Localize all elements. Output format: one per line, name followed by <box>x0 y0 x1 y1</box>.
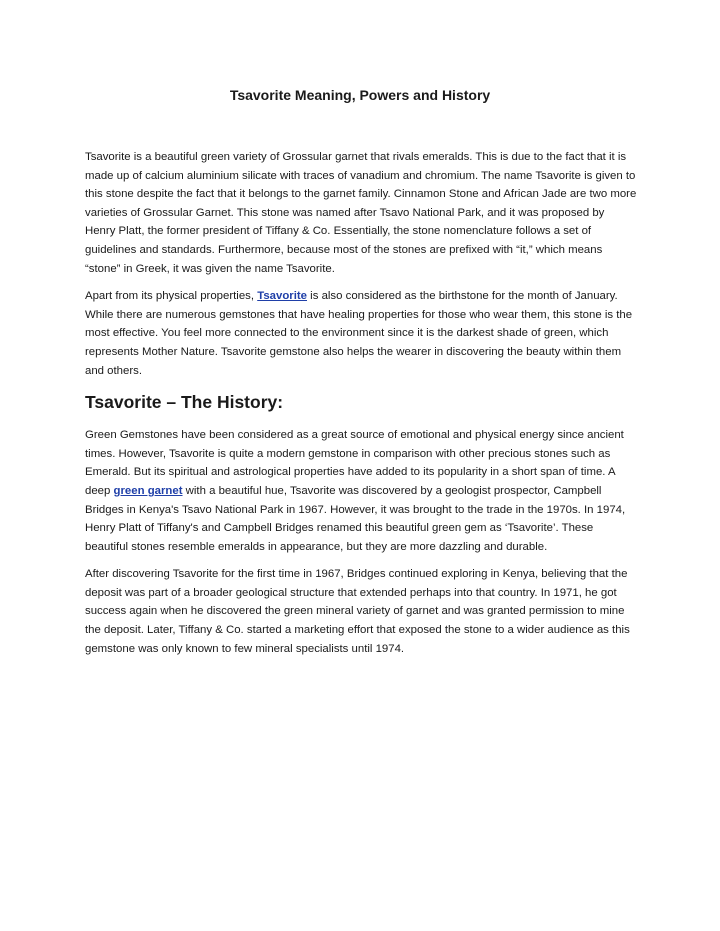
history-heading: Tsavorite – The History: <box>85 392 284 413</box>
tsavorite-link[interactable]: Tsavorite <box>257 290 308 303</box>
history-paragraph <box>85 426 637 556</box>
birthstone-paragraph <box>85 287 637 380</box>
paragraph-text: Green Gemstones have been considered as a great source of emotional and physical energy since ancient times. However, Tsavorite is quite a modern gemstone in comparison with other precious stones such as Emerald. But its spiritual and astrological properties have added to its popularity in a short span of time. A deep <box>85 429 624 497</box>
discovery-paragraph: After discovering Tsavorite for the first time in 1967, Bridges continued exploring in Kenya, believing that the deposit was part of a broader geological structure that extended perhaps into that country. In 1971, he got success again when he discovered the green mineral variety of garnet and was granted permission to mine the deposit. Later, Tiffany & Co. started a marketing effort that exposed the stone to a wider audience as this gemstone was only known to few mineral specialists until 1974. <box>85 568 630 655</box>
paragraph-text: Apart from its physical properties, <box>85 290 258 303</box>
paragraph-text: with a beautiful hue, Tsavorite was discovered by a geologist prospector, Campbell Bridges in Kenya's Tsavo National Park in 1967. However, it was brought to the trade in the 1970s. In 1974, Henry Platt of Tiffany's and Campbell Bridges renamed this beautiful green gem as ‘Tsavorite’. These beautiful stones resemble emeralds in appearance, but they are more dazzling and durable. <box>85 484 626 553</box>
paragraph-text: is also considered as the birthstone for the month of January. While there are numerous gemstones that have healing properties for those who wear them, this stone is the most effective. You feel more connected to the environment since it is the darkest shade of green, which represents Mother Nature. Tsavorite gemstone also helps the wearer in discovering the beauty within them and others. <box>85 290 633 377</box>
document-title: Tsavorite Meaning, Powers and History <box>229 87 491 103</box>
intro-paragraph: Tsavorite is a beautiful green variety of Grossular garnet that rivals emeralds. This is due to the fact that it is made up of calcium aluminium silicate with traces of vanadium and chromium. The name Tsavorite is given to this stone despite the fact that it belongs to the garnet family. Cinnamon Stone and African Jade are two more varieties of Grossular Garnet. This stone was named after Tsavo National Park, and it was proposed by Henry Platt, the former president of Tiffany & Co. Essentially, the stone nomenclature follows a set of guidelines and standards. Furthermore, because most of the stones are prefixed with “it,” which means “stone” in Greek, it was given the name Tsavorite. <box>85 151 637 275</box>
document-body <box>85 148 637 667</box>
green-garnet-link[interactable]: green garnet <box>113 484 183 497</box>
